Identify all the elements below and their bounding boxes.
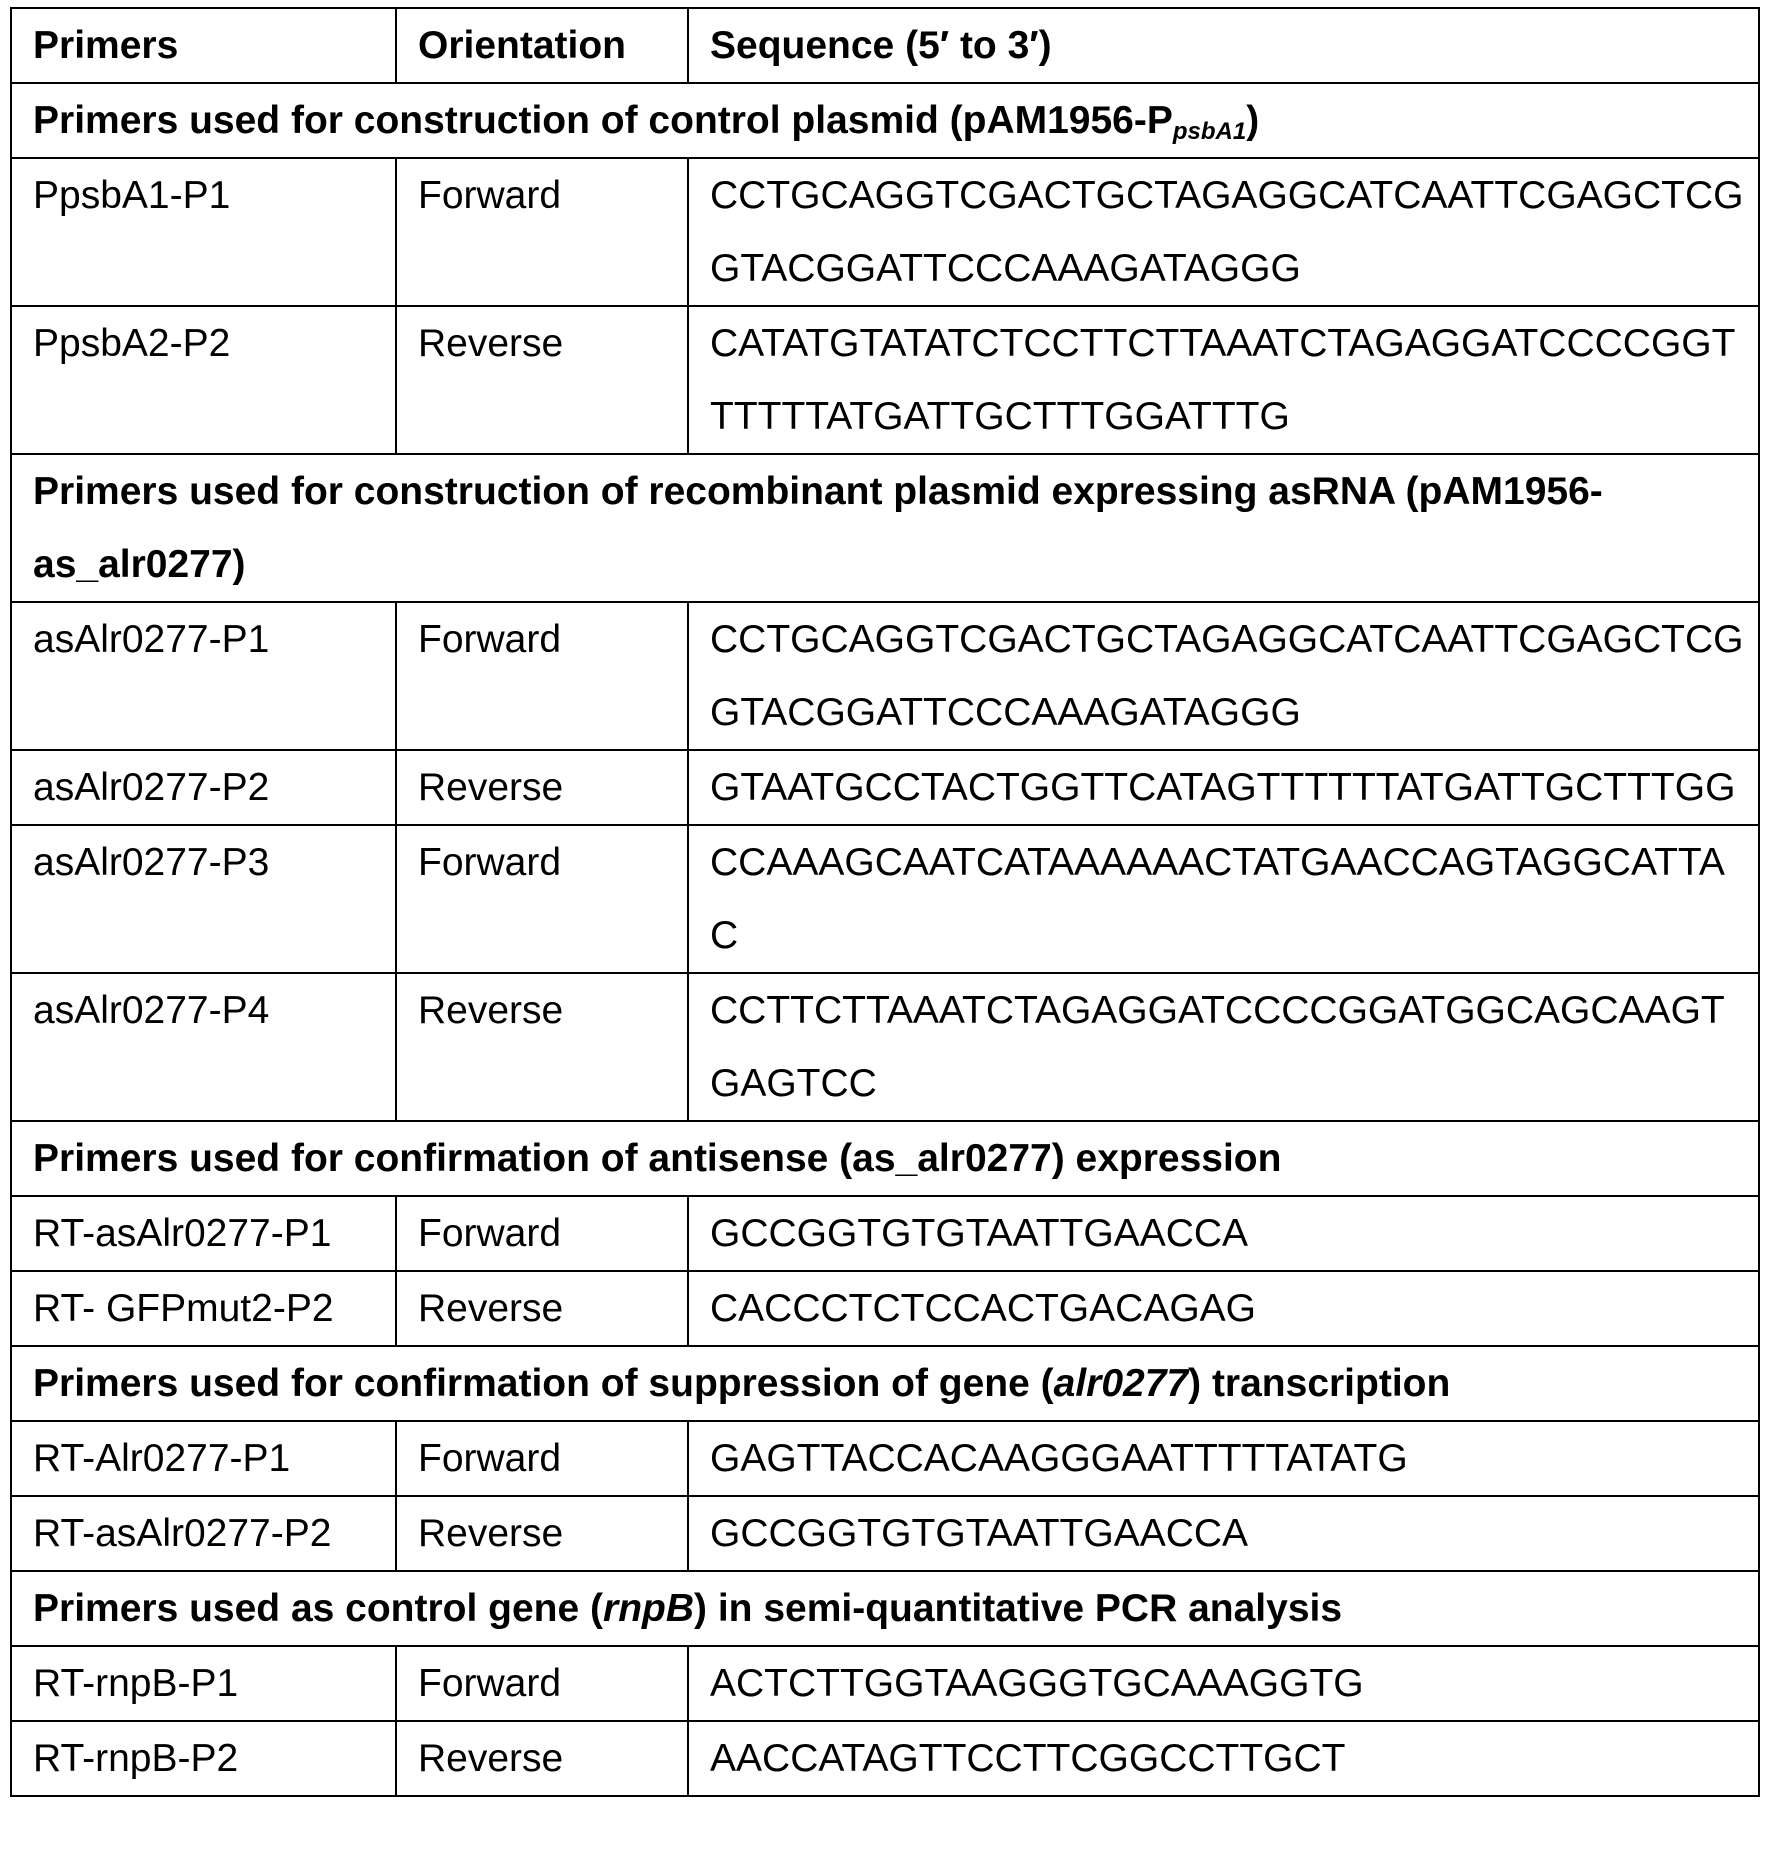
- section-title-text-end: ): [1246, 99, 1260, 142]
- primer-name: RT-asAlr0277-P2: [11, 1496, 396, 1571]
- primer-sequence: CACCCTCTCCACTGACAGAG: [688, 1271, 1759, 1346]
- primer-name: RT- GFPmut2-P2: [11, 1271, 396, 1346]
- primer-orientation: Forward: [396, 1421, 688, 1496]
- primer-sequence: GCCGGTGTGTAATTGAACCA: [688, 1196, 1759, 1271]
- section-title-subscript: psbA1: [1172, 118, 1247, 145]
- table-row: [11, 1196, 1759, 1271]
- section-title: Primers used for construction of recombinant plasmid expressing asRNA (pAM1956-as_alr0277): [11, 454, 1759, 602]
- primer-sequence: CCTGCAGGTCGACTGCTAGAGGCATCAATTCGAGCTCGGTACGGATTCCCAAAGATAGGG: [688, 158, 1759, 306]
- primer-name: asAlr0277-P3: [11, 825, 396, 973]
- primer-orientation: Forward: [396, 825, 688, 973]
- table-row: [11, 973, 1759, 1121]
- section-heading-row: [11, 1346, 1759, 1421]
- primer-orientation: Reverse: [396, 973, 688, 1121]
- table-row: [11, 306, 1759, 454]
- primer-name: PpsbA1-P1: [11, 158, 396, 306]
- section-title: [11, 1346, 1759, 1421]
- primer-sequence: ACTCTTGGTAAGGGTGCAAAGGTG: [688, 1646, 1759, 1721]
- primer-name: RT-asAlr0277-P1: [11, 1196, 396, 1271]
- primer-sequence: CCAAAGCAATCATAAAAAACTATGAACCAGTAGGCATTAC: [688, 825, 1759, 973]
- primer-orientation: Forward: [396, 158, 688, 306]
- table-row: [11, 825, 1759, 973]
- primer-sequence: GCCGGTGTGTAATTGAACCA: [688, 1496, 1759, 1571]
- primer-orientation: Forward: [396, 602, 688, 750]
- primer-sequence: CCTGCAGGTCGACTGCTAGAGGCATCAATTCGAGCTCGGTACGGATTCCCAAAGATAGGG: [688, 602, 1759, 750]
- primer-sequence: GAGTTACCACAAGGGAATTTTTATATG: [688, 1421, 1759, 1496]
- section-title-text: Primers used for construction of control plasmid (pAM1956-P: [33, 99, 1173, 142]
- header-primers: Primers: [11, 8, 396, 83]
- primer-orientation: Reverse: [396, 1496, 688, 1571]
- section-heading-row: [11, 1121, 1759, 1196]
- section-title-text: Primers used as control gene (: [33, 1587, 604, 1630]
- primer-orientation: Reverse: [396, 1271, 688, 1346]
- section-title: [11, 83, 1759, 158]
- primer-name: RT-Alr0277-P1: [11, 1421, 396, 1496]
- primer-name: asAlr0277-P1: [11, 602, 396, 750]
- table-row: [11, 1721, 1759, 1796]
- primer-name: asAlr0277-P2: [11, 750, 396, 825]
- table-row: [11, 158, 1759, 306]
- table-header-row: [11, 8, 1759, 83]
- primer-orientation: Forward: [396, 1646, 688, 1721]
- section-title: Primers used for confirmation of antisense (as_alr0277) expression: [11, 1121, 1759, 1196]
- primer-orientation: Reverse: [396, 306, 688, 454]
- primer-orientation: Reverse: [396, 750, 688, 825]
- section-title: [11, 1571, 1759, 1646]
- table-row: [11, 1496, 1759, 1571]
- primer-sequence: CATATGTATATCTCCTTCTTAAATCTAGAGGATCCCCGGTTTTTTATGATTGCTTTGGATTTG: [688, 306, 1759, 454]
- section-title-text-end: ) transcription: [1188, 1362, 1451, 1405]
- primer-orientation: Forward: [396, 1196, 688, 1271]
- primer-name: PpsbA2-P2: [11, 306, 396, 454]
- gene-name-italic: alr0277: [1053, 1362, 1189, 1405]
- section-title-text: Primers used for confirmation of suppression of gene (: [33, 1362, 1054, 1405]
- gene-name-italic: rnpB: [603, 1587, 695, 1630]
- primer-name: asAlr0277-P4: [11, 973, 396, 1121]
- table-row: [11, 1421, 1759, 1496]
- header-orientation: Orientation: [396, 8, 688, 83]
- table-row: [11, 1271, 1759, 1346]
- table-row: [11, 1646, 1759, 1721]
- section-heading-row: [11, 454, 1759, 602]
- table-row: [11, 602, 1759, 750]
- primer-orientation: Reverse: [396, 1721, 688, 1796]
- primer-name: RT-rnpB-P2: [11, 1721, 396, 1796]
- primer-name: RT-rnpB-P1: [11, 1646, 396, 1721]
- section-heading-row: [11, 83, 1759, 158]
- section-heading-row: [11, 1571, 1759, 1646]
- header-sequence: Sequence (5′ to 3′): [688, 8, 1759, 83]
- primer-sequence: AACCATAGTTCCTTCGGCCTTGCT: [688, 1721, 1759, 1796]
- table-row: [11, 750, 1759, 825]
- section-title-text-end: ) in semi-quantitative PCR analysis: [694, 1587, 1343, 1630]
- primer-table: [10, 7, 1760, 1797]
- primer-sequence: GTAATGCCTACTGGTTCATAGTTTTTTATGATTGCTTTGG: [688, 750, 1759, 825]
- primer-sequence: CCTTCTTAAATCTAGAGGATCCCCGGATGGCAGCAAGTGAGTCC: [688, 973, 1759, 1121]
